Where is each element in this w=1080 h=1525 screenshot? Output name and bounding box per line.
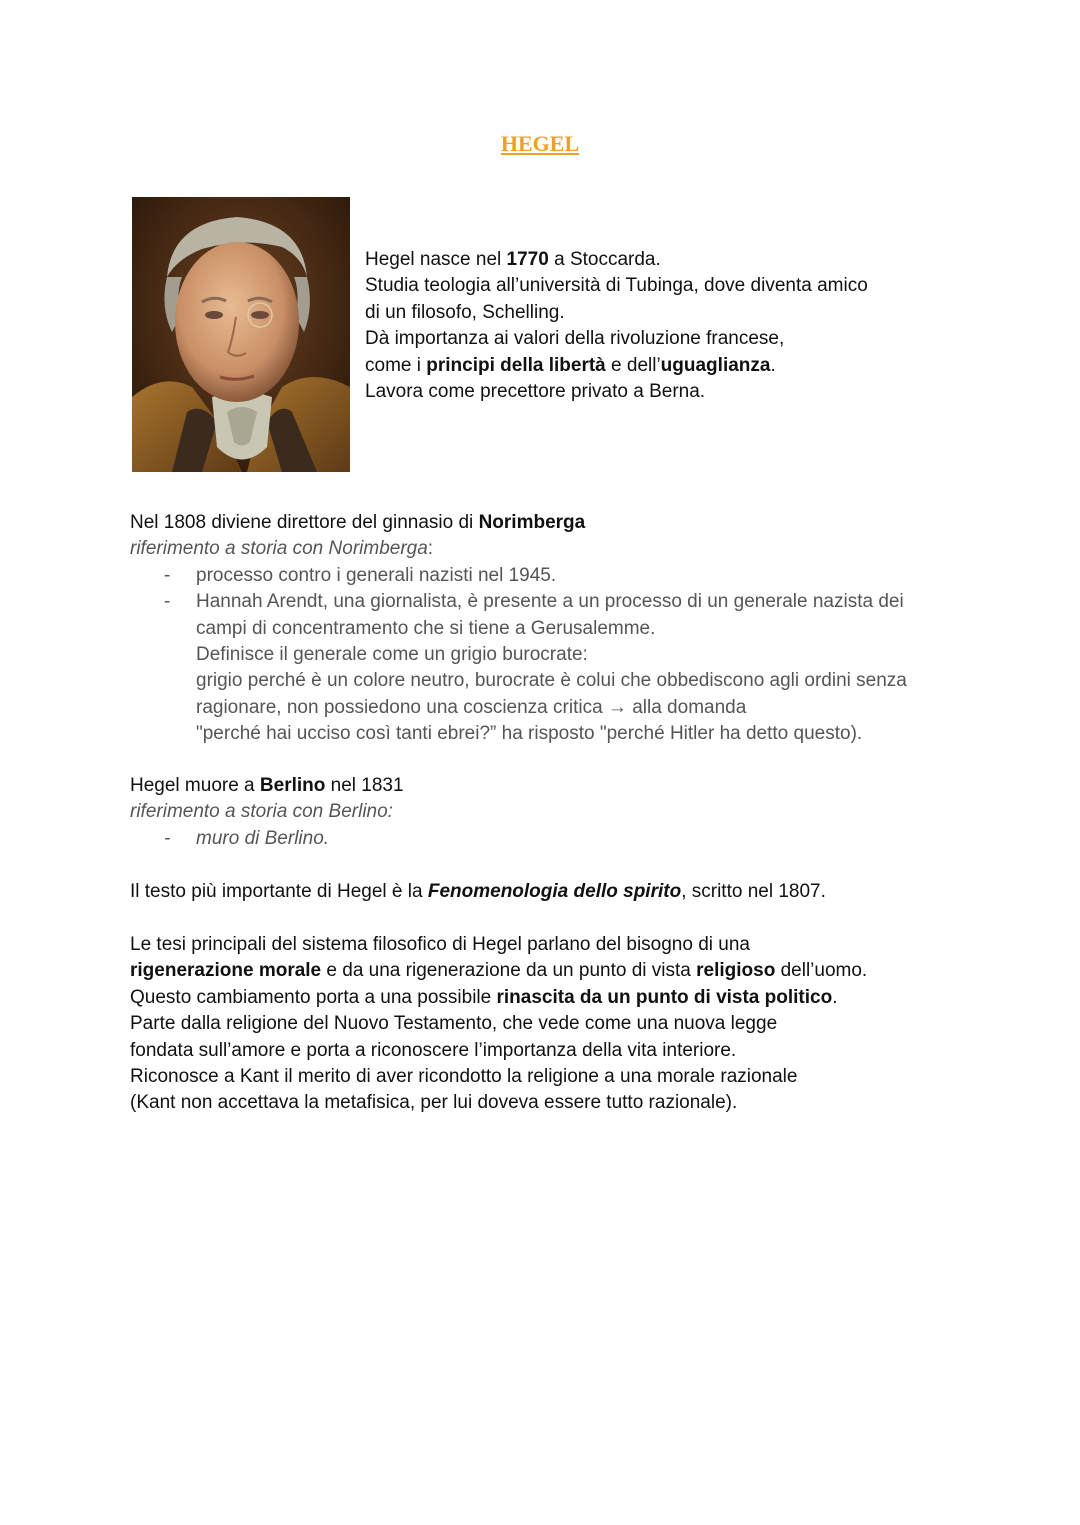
berlino-section: Hegel muore a Berlino nel 1831 riferimento a storia con Berlino: - muro di Berlino. — [130, 773, 990, 852]
opera-paragraph: Il testo più importante di Hegel è la Fenomenologia dello spirito, scritto nel 1807. — [130, 881, 826, 902]
hegel-portrait — [132, 197, 350, 472]
list-item: - Hannah Arendt, una giornalista, è presente a un processo di un generale nazista dei — [164, 591, 904, 613]
intro-paragraph: Hegel nasce nel 1770 a Stoccarda. Studia teologia all’università di Tubinga, dove diventa amico di un filosofo, Schelling. Dà importanza ai valori della rivoluzione francese, come i principi della libertà e dell’uguaglianza. Lavora come precettore privato a Berna. — [365, 249, 868, 403]
list-item: - processo contro i generali nazisti nel 1945. — [164, 564, 557, 586]
page-title: HEGEL — [500, 131, 580, 156]
norimberga-section: Nel 1808 diviene direttore del ginnasio di Norimberga riferimento a storia con Norimberga: - processo contro i generali nazisti nel 1945. - Hannah Arendt, una giornalista, è presente a un processo di un generale nazista dei campi di concentramento che si tiene a Gerusalemme. Definisce il generale come un grigio burocrate: grigio perché è un colore neutro, burocrate è colui che obbediscono agli ordini senza ragionare, non possiedono una coscienza critica → alla domanda "perché hai ucciso così tanti ebrei?” ha risposto "perché Hitler ha detto questo). — [130, 510, 990, 748]
tesi-paragraph: Le tesi principali del sistema filosofico di Hegel parlano del bisogno di una rigenerazione morale e da una rigenerazione da un punto di vista religioso dell’uomo. Questo cambiamento porta a una possibile rinascita da un punto di vista politico. Parte dalla religione del Nuovo Testamento, che vede come una nuova legge fondata sull’amore e porta a riconoscere l’importanza della vita interiore. Riconosce a Kant il merito di aver ricondotto la religione a una morale razionale (Kant non accettava la metafisica, per lui doveva essere tutto razionale). — [130, 934, 868, 1114]
list-item: - muro di Berlino. — [164, 827, 330, 849]
